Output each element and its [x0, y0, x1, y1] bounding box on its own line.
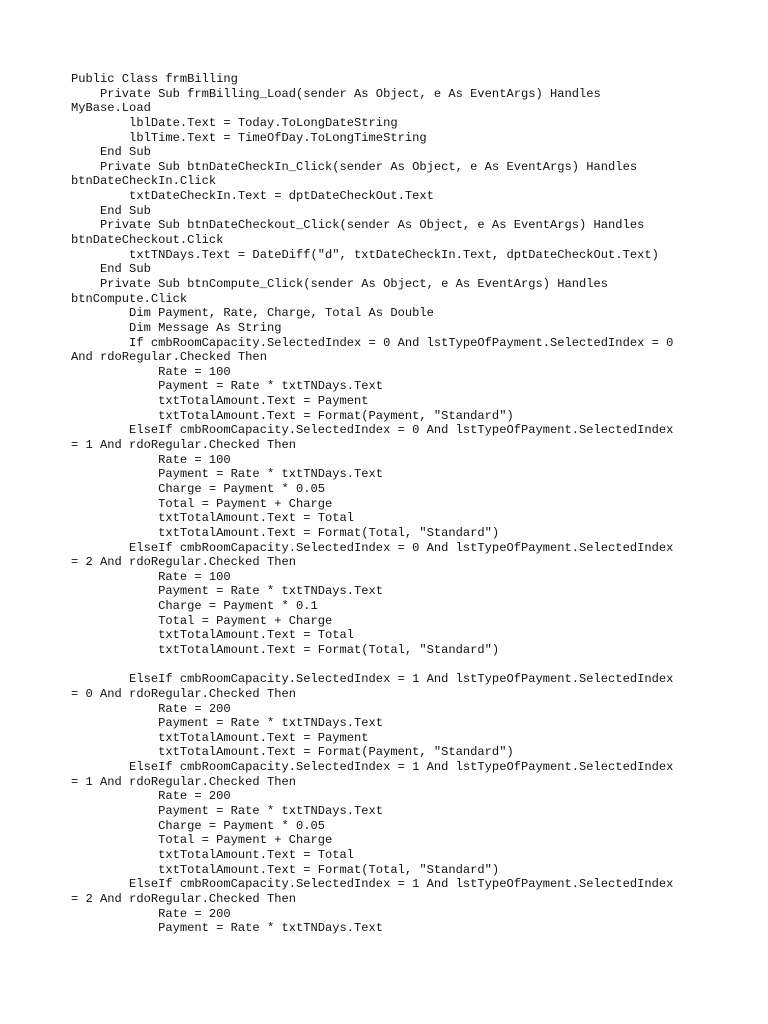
code-line: btnDateCheckIn.Click	[71, 174, 217, 189]
code-line: txtTotalAmount.Text = Format(Payment, "Standard")	[71, 745, 514, 760]
code-line: = 2 And rdoRegular.Checked Then	[71, 555, 296, 570]
code-line: ElseIf cmbRoomCapacity.SelectedIndex = 1 And lstTypeOfPayment.SelectedIndex	[71, 760, 674, 775]
code-line: Charge = Payment * 0.1	[71, 599, 318, 614]
code-line: MyBase.Load	[71, 101, 151, 116]
code-line: ElseIf cmbRoomCapacity.SelectedIndex = 1 And lstTypeOfPayment.SelectedIndex	[71, 877, 674, 892]
code-line: txtTotalAmount.Text = Format(Total, "Standard")	[71, 642, 500, 657]
code-line: Private Sub btnDateCheckout_Click(sender As Object, e As EventArgs) Handles	[71, 218, 645, 233]
code-line: txtTNDays.Text = DateDiff("d", txtDateCheckIn.Text, dptDateCheckOut.Text)	[71, 247, 659, 262]
code-line: Private Sub btnCompute_Click(sender As Object, e As EventArgs) Handles	[71, 276, 609, 291]
code-line: Payment = Rate * txtTNDays.Text	[71, 467, 384, 482]
code-line: Rate = 200	[71, 701, 231, 716]
code-line: txtTotalAmount.Text = Total	[71, 628, 355, 643]
code-line: Payment = Rate * txtTNDays.Text	[71, 584, 384, 599]
code-line: Total = Payment + Charge	[71, 613, 333, 628]
code-line: txtTotalAmount.Text = Payment	[71, 730, 369, 745]
code-line: = 1 And rdoRegular.Checked Then	[71, 774, 296, 789]
code-line: ElseIf cmbRoomCapacity.SelectedIndex = 1 And lstTypeOfPayment.SelectedIndex	[71, 672, 674, 687]
code-listing	[71, 72, 673, 936]
code-line: Rate = 100	[71, 452, 231, 467]
code-line: ElseIf cmbRoomCapacity.SelectedIndex = 0 And lstTypeOfPayment.SelectedIndex	[71, 540, 674, 555]
code-line: txtTotalAmount.Text = Format(Total, "Standard")	[71, 862, 500, 877]
code-line: Total = Payment + Charge	[71, 833, 333, 848]
code-line: txtDateCheckIn.Text = dptDateCheckOut.Text	[71, 189, 434, 204]
code-line: And rdoRegular.Checked Then	[71, 350, 267, 365]
code-line: txtTotalAmount.Text = Total	[71, 511, 355, 526]
code-line: Private Sub btnDateCheckIn_Click(sender As Object, e As EventArgs) Handles	[71, 159, 638, 174]
code-line: Rate = 200	[71, 789, 231, 804]
code-line: Payment = Rate * txtTNDays.Text	[71, 804, 384, 819]
code-line: txtTotalAmount.Text = Format(Total, "Standard")	[71, 525, 500, 540]
code-line: txtTotalAmount.Text = Payment	[71, 394, 369, 409]
code-line: Payment = Rate * txtTNDays.Text	[71, 379, 384, 394]
code-line: End Sub	[71, 145, 151, 160]
code-line: = 1 And rdoRegular.Checked Then	[71, 438, 296, 453]
code-line: Rate = 100	[71, 569, 231, 584]
code-line: txtTotalAmount.Text = Total	[71, 847, 355, 862]
code-line: Rate = 200	[71, 906, 231, 921]
code-line: Charge = Payment * 0.05	[71, 481, 326, 496]
code-line: End Sub	[71, 262, 151, 277]
code-line: Payment = Rate * txtTNDays.Text	[71, 921, 384, 936]
code-line: Private Sub frmBilling_Load(sender As Object, e As EventArgs) Handles	[71, 86, 601, 101]
code-line: txtTotalAmount.Text = Format(Payment, "Standard")	[71, 408, 514, 423]
code-line: btnDateCheckout.Click	[71, 233, 224, 248]
code-line: btnCompute.Click	[71, 291, 188, 306]
code-line: = 0 And rdoRegular.Checked Then	[71, 686, 296, 701]
code-line: Total = Payment + Charge	[71, 496, 333, 511]
code-line: If cmbRoomCapacity.SelectedIndex = 0 And lstTypeOfPayment.SelectedIndex = 0	[71, 335, 674, 350]
code-line: End Sub	[71, 203, 151, 218]
code-line: = 2 And rdoRegular.Checked Then	[71, 891, 296, 906]
code-line: lblTime.Text = TimeOfDay.ToLongTimeString	[71, 130, 427, 145]
code-line: Rate = 100	[71, 364, 231, 379]
code-line: ElseIf cmbRoomCapacity.SelectedIndex = 0 And lstTypeOfPayment.SelectedIndex	[71, 423, 674, 438]
code-line: Dim Payment, Rate, Charge, Total As Double	[71, 306, 434, 321]
code-line-blank	[71, 658, 673, 673]
code-line: lblDate.Text = Today.ToLongDateString	[71, 115, 398, 130]
code-line: Dim Message As String	[71, 320, 282, 335]
code-line: Payment = Rate * txtTNDays.Text	[71, 716, 384, 731]
code-line: Charge = Payment * 0.05	[71, 818, 326, 833]
code-line: Public Class frmBilling	[71, 72, 238, 86]
